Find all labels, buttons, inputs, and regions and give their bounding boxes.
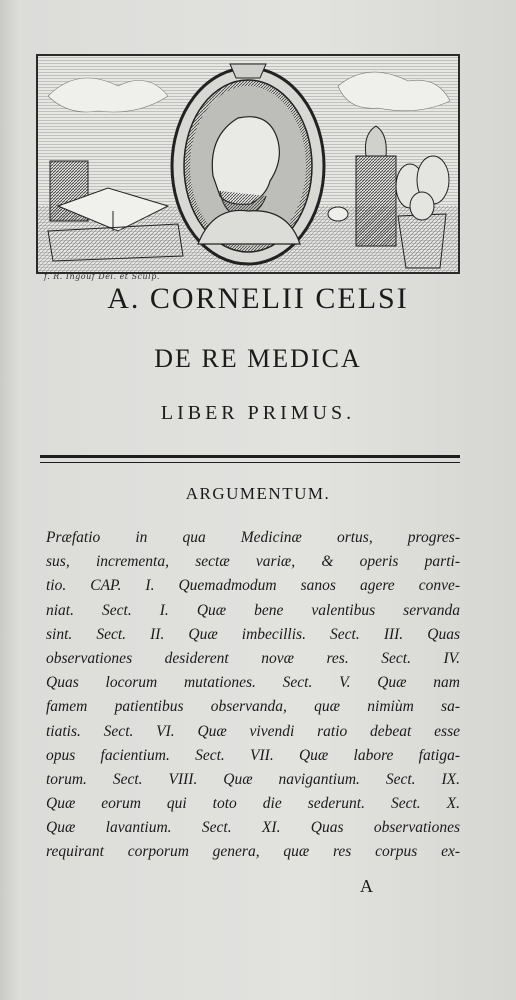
text-line: observationes desiderent novæ res. Sect. IV.	[46, 649, 460, 667]
engraving-illustration	[36, 54, 460, 274]
text-line: Quas locorum mutationes. Sect. V. Quæ nam	[46, 674, 460, 692]
text-line: niat. Sect. I. Quæ bene valentibus servanda	[46, 601, 460, 619]
text-line: Quæ lavantium. Sect. XI. Quas observationes	[46, 819, 460, 837]
text-line: requirant corporum genera, quæ res corpus ex-	[46, 843, 460, 861]
engraving-image	[38, 56, 458, 272]
text-line: torum. Sect. VIII. Quæ navigantium. Sect. IX.	[46, 770, 460, 788]
text-line: sint. Sect. II. Quæ imbecillis. Sect. III. Quas	[46, 625, 460, 643]
title-author: A. CORNELII CELSI	[107, 282, 409, 315]
double-rule-thin	[40, 462, 460, 463]
title-book: LIBER PRIMUS.	[160, 402, 356, 424]
text-line: tiatis. Sect. VI. Quæ vivendi ratio debeat esse	[46, 722, 460, 740]
text-line: famem patientibus observanda, quæ nimiùm sa-	[46, 698, 460, 716]
signature-mark: A	[360, 876, 373, 896]
text-line: Præfatio in qua Medicinæ ortus, progres-	[46, 529, 460, 546]
engraver-credit: f. R. Ingouf Del. et Sculp.	[44, 272, 160, 281]
section-heading: ARGUMENTUM.	[185, 484, 331, 503]
text-line: Quæ eorum qui toto die sederunt. Sect. X.	[46, 795, 460, 813]
double-rule-thick	[40, 455, 460, 458]
text-line: tio. CAP. I. Quemadmodum sanos agere conve-	[46, 577, 460, 595]
text-line: opus facientium. Sect. VII. Quæ labore fatiga-	[46, 746, 460, 764]
argument-text	[46, 526, 460, 865]
text-line: sus, incrementa, sectæ variæ, & operis parti-	[46, 553, 460, 571]
title-work: DE RE MEDICA	[154, 344, 362, 373]
